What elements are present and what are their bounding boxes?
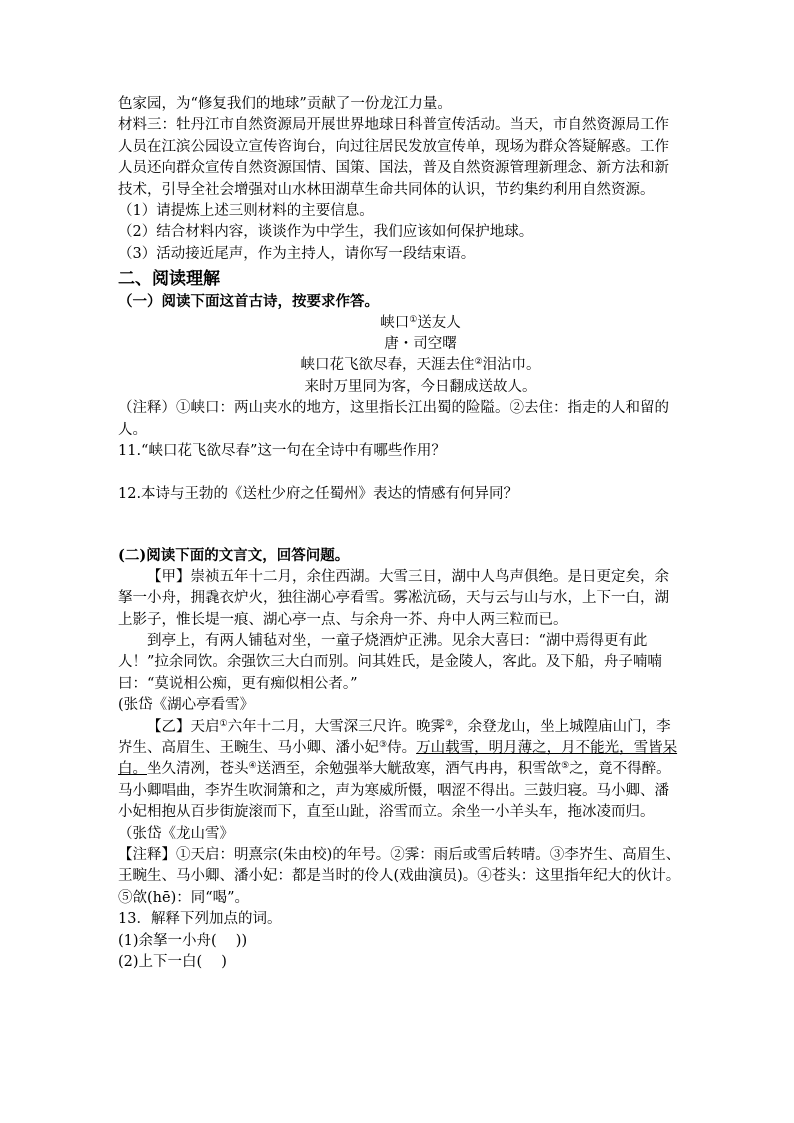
material3-paragraph: 材料三：牡丹江市自然资源局开展世界地球日科普宣传活动。当天，市自然资源局工作人员在江滨公园设立宣传咨询台，向过往居民发放宣传单，现场为群众答疑解惑。工作人员还向群众宣传自然资源国情、国策、国法，普及自然资源管理新理念、新方法和新技术，引导全社会增强对山水林田湖草生命共同体的认识，节约集约利用自然资源。	[118, 117, 669, 198]
poem-line-1: 峡口花飞欲尽春，天涯去住②泪沾巾。	[300, 357, 541, 374]
poem-title: 峡口①送友人	[380, 314, 461, 331]
question-13-item-1: (1)余拏一小舟( ))	[118, 932, 248, 949]
question-3: （3）活动接近尾声，作为主持人，请你写一段结束语。	[118, 245, 476, 262]
question-13-item-2: (2)上下一白( )	[118, 954, 227, 971]
part2-title: (二)阅读下面的文言文，回答问题。	[118, 547, 350, 565]
question-2: （2）结合材料内容，谈谈作为中学生，我们应该如何保护地球。	[118, 224, 534, 241]
poem-line-2: 来时万里同为客，今日翻成送故人。	[304, 378, 537, 395]
passage-yi-paragraph: 【乙】天启①六年十二月，大雪深三尺许。晚霁②，余登龙山，坐上城隍庙山门，李岕生、高眉生、王畹生、马小卿、潘小妃③侍。万山载雪，明月薄之，月不能光，雪皆呆白。坐久清冽，苍头④送酒至，余勉强举大觥敌寒，酒气冉冉，积雪欱⑤之，竟不得醉。马小卿唱曲，李岕生吹洞箫和之，声为寒威所慑，咽涩不得出。三鼓归寝。马小卿、潘小妃相抱从百步街旋滚而下，直至山趾，浴雪而立。余坐一小羊头车，拖冰凌而归。	[118, 718, 678, 821]
passage-notes: 【注释】①天启：明熹宗(朱由校)的年号。②霁：雨后或雪后转晴。③李岕生、高眉生、王畹生、马小卿、潘小妃：都是当时的伶人(戏曲演员)。④苍头：这里指年纪大的伙计。⑤欱(hē)：同“喝”。	[118, 846, 681, 906]
underlined-sentence: 万山载雪，明月薄之，月不能光，雪皆呆白。	[118, 739, 678, 778]
question-11: 11.“峡口花飞欲尽春”这一句在全诗中有哪些作用？	[118, 443, 446, 460]
document-page	[118, 94, 683, 973]
answer-space-12	[118, 505, 683, 545]
answer-space-11	[118, 463, 683, 484]
question-13: 13．解释下列加点的词。	[118, 911, 282, 928]
part1-title: （一）阅读下面这首古诗，按要求作答。	[118, 293, 379, 311]
poem-author: 唐・司空曙	[384, 336, 457, 353]
passage-yi-source: （张岱《龙山雪》	[118, 825, 234, 842]
material2-tail: 色家园，为“修复我们的地球”贡献了一份龙江力量。	[118, 96, 452, 112]
question-1: （1）请提炼上述三则材料的主要信息。	[118, 203, 374, 220]
passage-jia-paragraph-1: 【甲】崇祯五年十二月，余住西湖。大雪三日，湖中人鸟声俱绝。是日更定矣，余拏一小舟，拥毳衣炉火，独往湖心亭看雪。雾凇沆砀，天与云与山与水，上下一白，湖上影子，惟长堤一痕、湖心亭一点、与余舟一芥、舟中人两三粒而已。	[118, 568, 669, 628]
passage-jia-paragraph-2: 到亭上，有两人铺毡对坐，一童子烧酒炉正沸。见余大喜曰：“湖中焉得更有此人！”拉余同饮。余强饮三大白而别。问其姓氏，是金陵人，客此。及下船，舟子喃喃曰：“莫说相公痴，更有痴似相公者。”	[118, 632, 662, 692]
poem-note: （注释）①峡口：两山夹水的地方，这里指长江出蜀的险隘。②去住：指走的人和留的人。	[118, 400, 669, 438]
question-12: 12.本诗与王勃的《送杜少府之任蜀州》表达的情感有何异同？	[118, 485, 519, 502]
passage-jia-source: (张岱《湖心亭看雪》	[118, 697, 255, 714]
section-title-reading: 二、阅读理解	[118, 269, 220, 290]
